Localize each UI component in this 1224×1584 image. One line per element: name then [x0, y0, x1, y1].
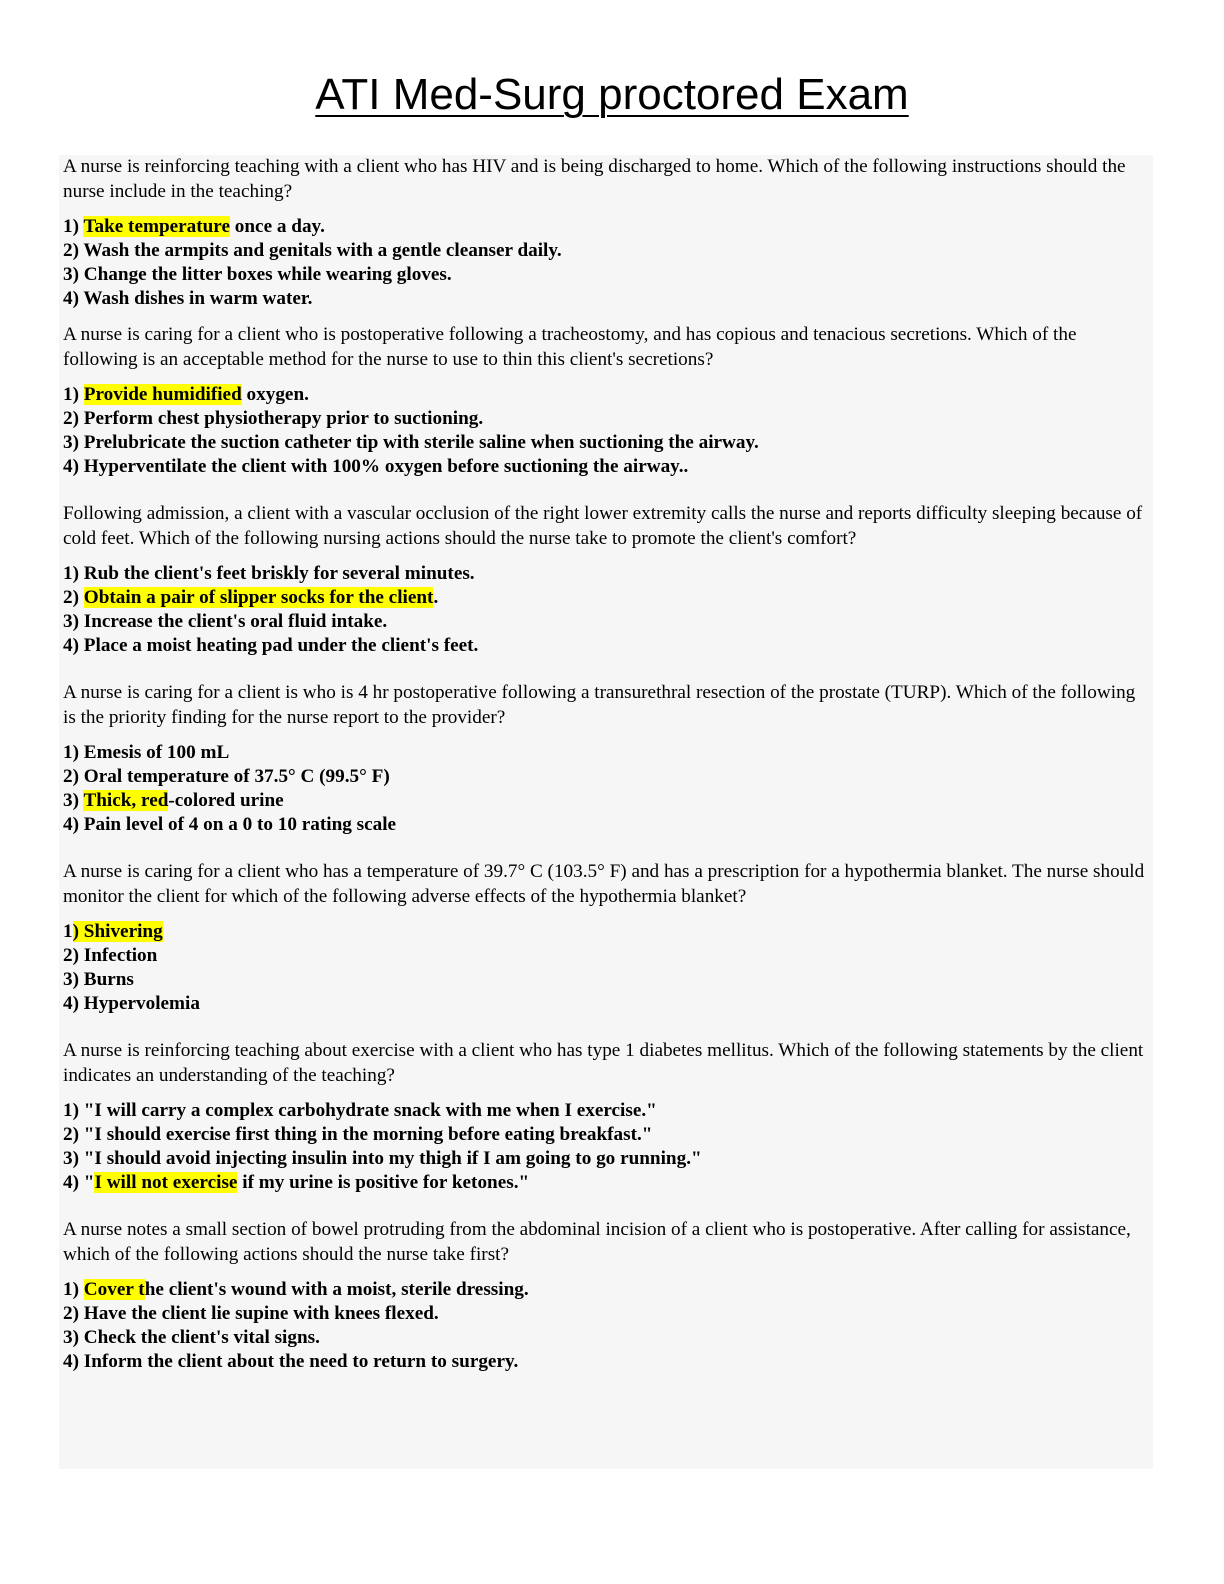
- highlighted-answer: Take temperature: [83, 216, 230, 237]
- highlighted-answer: Cover t: [83, 1279, 145, 1300]
- answer-option: 4) Hypervolemia: [63, 993, 200, 1014]
- question-stem: A nurse is caring for a client is who is 4 hr postoperative following a transurethral resection of the prostate (TURP). Which of the following is the priority finding for the nurse report to the provider?: [63, 682, 1136, 728]
- spacer: [63, 837, 1149, 860]
- question: [63, 502, 1149, 658]
- spacer: [63, 1195, 1149, 1218]
- option-prefix: 4) ": [63, 1172, 95, 1193]
- highlighted-answer: Obtain a pair of slipper socks for the client: [83, 587, 434, 608]
- answer-option: 3) Check the client's vital signs.: [63, 1327, 320, 1348]
- answer-option: 4) Inform the client about the need to return to surgery.: [63, 1351, 519, 1372]
- option-suffix: he client's wound with a moist, sterile dressing.: [144, 1279, 529, 1300]
- spacer: [63, 311, 1149, 323]
- question: [63, 860, 1149, 1016]
- question-stem: A nurse is caring for a client who has a temperature of 39.7° C (103.5° F) and has a prescription for a hypothermia blanket. The nurse should monitor the client for which of the following adverse effects of the hypothermia blanket?: [63, 861, 1145, 907]
- answer-option: [63, 1278, 1149, 1302]
- option-suffix: once a day.: [230, 216, 325, 237]
- option-prefix: 1): [63, 1279, 84, 1300]
- answer-option: 2) Oral temperature of 37.5° C (99.5° F): [63, 766, 390, 787]
- answer-option: 4) Hyperventilate the client with 100% oxygen before suctioning the airway..: [63, 456, 689, 477]
- page-title: [0, 68, 1224, 122]
- option-suffix: -colored urine: [168, 790, 284, 811]
- spacer: [63, 658, 1149, 681]
- answer-option: [63, 383, 1149, 407]
- option-prefix: 1: [63, 921, 73, 942]
- answer-option: 2) Perform chest physiotherapy prior to suctioning.: [63, 408, 484, 429]
- option-suffix: oxygen.: [241, 384, 309, 405]
- question-stem: A nurse is reinforcing teaching with a client who has HIV and is being discharged to home. Which of the following instructions should the nurse include in the teaching?: [63, 156, 1126, 202]
- question-stem: Following admission, a client with a vascular occlusion of the right lower extremity calls the nurse and reports difficulty sleeping because of cold feet. Which of the following nursing actions should the nurse take to promote the client's comfort?: [63, 503, 1143, 549]
- question-stem: A nurse is caring for a client who is postoperative following a tracheostomy, and has copious and tenacious secretions. Which of the following is an acceptable method for the nurse to use to thin this client's secretions?: [63, 324, 1077, 370]
- answer-option: 2) Infection: [63, 945, 158, 966]
- question-stem: A nurse is reinforcing teaching about exercise with a client who has type 1 diabetes mellitus. Which of the following statements by the client indicates an understanding of the teaching?: [63, 1040, 1144, 1086]
- answer-option: [63, 920, 1149, 944]
- answer-option: 1) Emesis of 100 mL: [63, 742, 230, 763]
- option-prefix: 3): [63, 790, 84, 811]
- question: [63, 323, 1149, 479]
- option-prefix: 1): [63, 384, 84, 405]
- option-suffix: if my urine is positive for ketones.": [237, 1172, 530, 1193]
- question-stem: A nurse notes a small section of bowel protruding from the abdominal incision of a client who is postoperative. After calling for assistance, which of the following actions should the nurse take first?: [63, 1219, 1131, 1265]
- highlighted-answer: Provide humidified: [83, 384, 242, 405]
- highlighted-answer: ) Shivering: [72, 921, 163, 942]
- highlighted-answer: I will not exercise: [94, 1172, 238, 1193]
- spacer: [63, 479, 1149, 502]
- question-list: [63, 155, 1149, 1374]
- option-prefix: 2): [63, 587, 84, 608]
- option-prefix: 1): [63, 216, 84, 237]
- answer-option: 3) Burns: [63, 969, 134, 990]
- answer-option: 3) Prelubricate the suction catheter tip with sterile saline when suctioning the airway.: [63, 432, 759, 453]
- question: [63, 1039, 1149, 1195]
- answer-option: 1) Rub the client's feet briskly for several minutes.: [63, 563, 475, 584]
- answer-option: 3) Increase the client's oral fluid intake.: [63, 611, 388, 632]
- spacer: [63, 1016, 1149, 1039]
- answer-option: 2) Have the client lie supine with knees flexed.: [63, 1303, 439, 1324]
- answer-option: 3) Change the litter boxes while wearing gloves.: [63, 264, 452, 285]
- question: [63, 155, 1149, 311]
- page-title-text: ATI Med-Surg proctored Exam: [315, 70, 909, 119]
- answer-option: 1) "I will carry a complex carbohydrate snack with me when I exercise.": [63, 1100, 657, 1121]
- answer-option: 4) Place a moist heating pad under the client's feet.: [63, 635, 479, 656]
- question: [63, 1218, 1149, 1374]
- answer-option: [63, 586, 1149, 610]
- answer-option: [63, 789, 1149, 813]
- highlighted-answer: Thick, red: [83, 790, 169, 811]
- answer-option: 2) "I should exercise first thing in the morning before eating breakfast.": [63, 1124, 653, 1145]
- answer-option: 4) Pain level of 4 on a 0 to 10 rating scale: [63, 814, 397, 835]
- answer-option: 3) "I should avoid injecting insulin into my thigh if I am going to go running.": [63, 1148, 702, 1169]
- question: [63, 681, 1149, 837]
- answer-option: [63, 215, 1149, 239]
- option-suffix: .: [433, 587, 439, 608]
- answer-option: [63, 1171, 1149, 1195]
- answer-option: 2) Wash the armpits and genitals with a gentle cleanser daily.: [63, 240, 562, 261]
- answer-option: 4) Wash dishes in warm water.: [63, 288, 313, 309]
